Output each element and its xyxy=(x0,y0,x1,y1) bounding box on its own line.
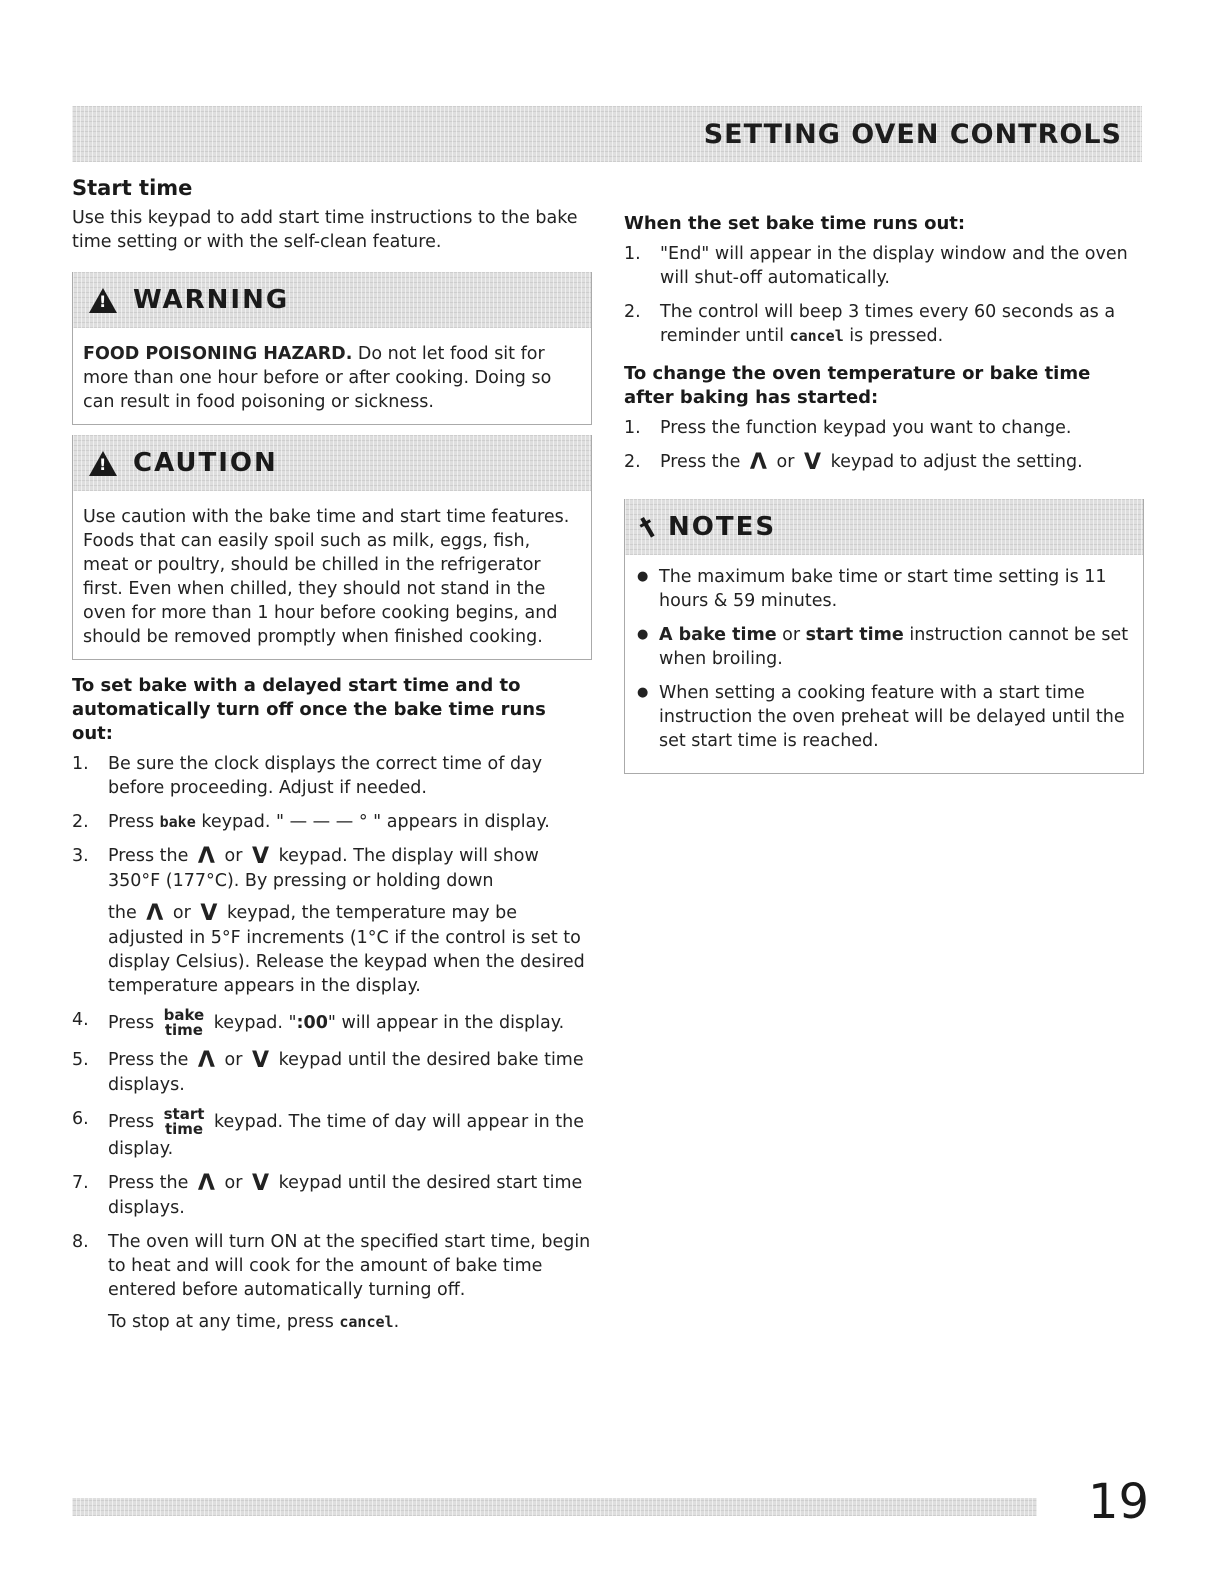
list-item: 7. Press the Λ or V keypad until the desired start time displays. xyxy=(72,1171,583,1218)
up-arrow-icon: Λ xyxy=(146,901,164,926)
list-item: ● A bake time or start time instruction cannot be set when broiling. xyxy=(635,623,1133,671)
caution-header xyxy=(73,435,591,491)
cancel-key: cancel xyxy=(339,1313,394,1331)
list-item: ● The maximum bake time or start time setting is 11 hours & 59 minutes. xyxy=(635,565,1133,613)
list-item: 1. Be sure the clock displays the correct time of day before proceeding. Adjust if needed. xyxy=(72,754,543,798)
notes-label: NOTES xyxy=(668,512,777,542)
warning-text: Do not let food sit for more than one hour before or after cooking. Doing so can result in food poisoning or sickness. xyxy=(83,344,552,412)
list-item: 1. Press the function keypad you want to change. xyxy=(624,418,1072,438)
delayed-start-steps xyxy=(72,752,592,1334)
section-header-bar xyxy=(72,106,1142,162)
runs-out-steps xyxy=(624,242,1144,348)
up-arrow-icon: Λ xyxy=(749,450,767,475)
down-arrow-icon: V xyxy=(251,1048,269,1073)
down-arrow-icon: V xyxy=(251,844,269,869)
list-item: 2. The control will beep 3 times every 60 seconds as a reminder until cancel is pressed. xyxy=(624,302,1116,346)
left-column xyxy=(72,174,592,1344)
warning-label: WARNING xyxy=(133,285,290,315)
list-item: 8. The oven will turn ON at the specified start time, begin to heat and will cook for the amount of bake time entered before automatically turning off. To stop at any time, press cancel. xyxy=(72,1232,591,1332)
page-section-title: SETTING OVEN CONTROLS xyxy=(703,119,1122,150)
down-arrow-icon: V xyxy=(251,1171,269,1196)
list-item: 3. Press the Λ or V keypad. The display will show 350°F (177°C). By pressing or holding down the Λ or V keypad, the temperature may be adjusted in 5°F increments (1°C if the control is set to display Celsius). Release the keypad when the desired temperature appears in the display. xyxy=(72,844,585,996)
up-arrow-icon: Λ xyxy=(197,1171,215,1196)
list-item: 2. Press bake keypad. " — — — ° " appears in display. xyxy=(72,812,550,832)
right-column xyxy=(624,212,1144,774)
list-item: 5. Press the Λ or V keypad until the desired bake time displays. xyxy=(72,1048,584,1095)
list-item: 4. Press bake time keypad. ":00" will appear in the display. xyxy=(72,1006,565,1039)
caution-label: CAUTION xyxy=(133,448,278,478)
notes-header xyxy=(625,499,1143,555)
bake-key: bake xyxy=(159,813,196,831)
down-arrow-icon: V xyxy=(803,450,821,475)
warning-lead: FOOD POISONING HAZARD. xyxy=(83,344,353,364)
caution-box xyxy=(72,435,592,660)
bake-time-key: bake time xyxy=(163,1006,205,1039)
caution-text: Use caution with the bake time and start time features. Foods that can easily spoil such as milk, eggs, fish, meat or poultry, should be chilled in the refrigerator first. Even when chilled, they should not stand in the oven for more than 1 hour before cooking begins, and should be removed promptly when finished cooking. xyxy=(83,507,570,647)
start-time-title: Start time xyxy=(72,176,193,200)
footer-bar xyxy=(72,1498,1037,1516)
cancel-key: cancel xyxy=(789,327,844,345)
up-arrow-icon: Λ xyxy=(197,1048,215,1073)
start-time-intro: Use this keypad to add start time instructions to the bake time setting or with the self-clean feature. xyxy=(72,208,578,252)
caution-icon xyxy=(89,451,117,476)
delayed-start-heading: To set bake with a delayed start time and to automatically turn off once the bake time runs out: xyxy=(72,675,546,744)
warning-header xyxy=(73,272,591,328)
change-heading: To change the oven temperature or bake time after baking has started: xyxy=(624,363,1091,408)
list-item: 2. Press the Λ or V keypad to adjust the setting. xyxy=(624,450,1083,475)
down-arrow-icon: V xyxy=(200,901,218,926)
change-steps xyxy=(624,416,1144,475)
warning-box xyxy=(72,272,592,425)
runs-out-heading: When the set bake time runs out: xyxy=(624,213,966,234)
notes-list xyxy=(635,565,1133,753)
notes-box xyxy=(624,499,1144,774)
pushpin-icon: † xyxy=(634,510,663,544)
list-item: ● When setting a cooking feature with a start time instruction the oven preheat will be delayed until the set start time is reached. xyxy=(635,681,1133,753)
list-item: 1. "End" will appear in the display window and the oven will shut-off automatically. xyxy=(624,244,1128,288)
warning-icon xyxy=(89,288,117,313)
list-item: 6. Press start time keypad. The time of day will appear in the display. xyxy=(72,1105,584,1159)
up-arrow-icon: Λ xyxy=(197,844,215,869)
page-number: 19 xyxy=(1088,1474,1150,1530)
start-time-key: start time xyxy=(163,1105,205,1138)
